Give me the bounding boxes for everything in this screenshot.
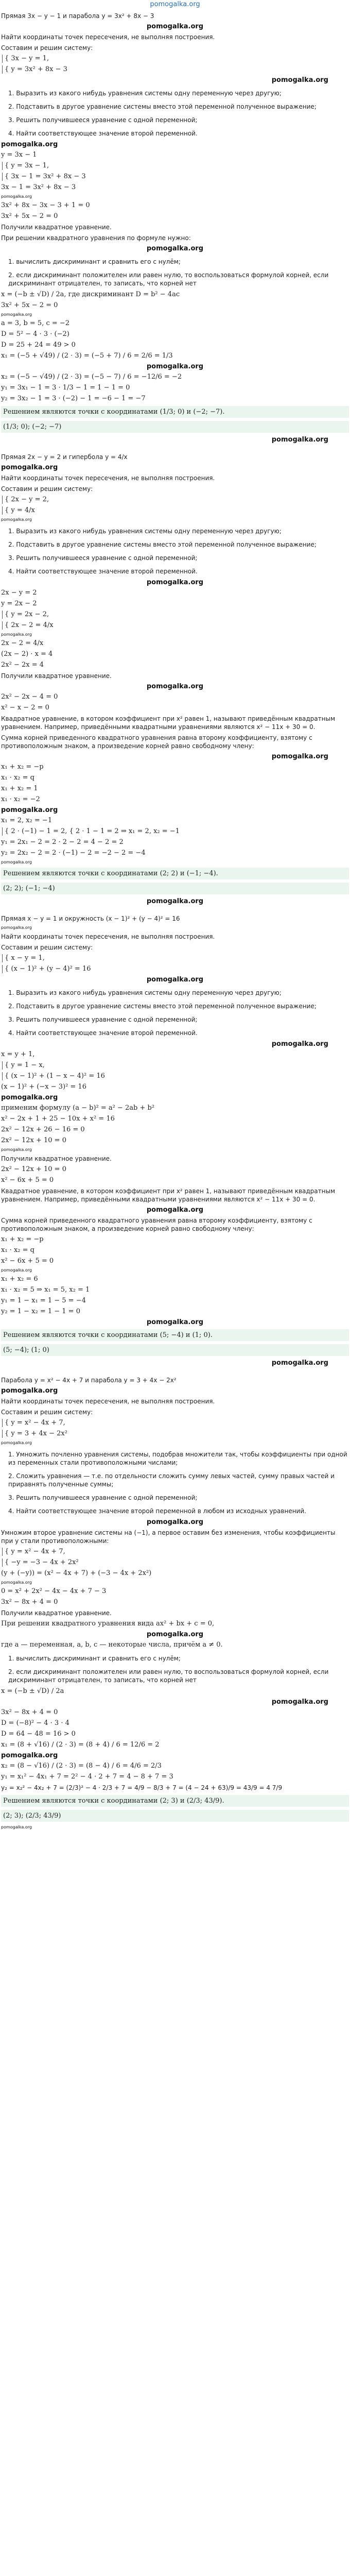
solution-line: x₁ + x₂ = −p — [1, 763, 44, 771]
solution-line: 2x − 2 = 4/x — [1, 639, 44, 647]
watermark-text: pomogalka.org — [271, 1040, 328, 1048]
solution-line: y₂ = 1 − x₂ = 1 − 1 = 0 — [1, 1308, 80, 1315]
solution-line: x = y + 1, — [1, 1050, 35, 1058]
problem-title: Прямая 3x − y − 1 и парабола y = 3x² + 8x − 3 — [1, 12, 154, 20]
solution-line: y₂ = 2x₂ − 2 = 2 · (−1) − 2 = −2 − 2 = −4 — [1, 849, 146, 857]
solution-line: y₁ = 3x₁ − 1 = 3 · 1/3 − 1 = 1 − 1 = 0 — [1, 384, 130, 392]
solution-line: { (x − 1)² + (y − 4)² = 16 — [2, 965, 349, 973]
solution-line: { y = 3 + 4x − 2x² — [2, 1430, 349, 1438]
solution-step: 4. Найти соответствующее значение второй переменной. — [8, 1029, 198, 1037]
solution-step: 3. Решить получившееся уравнение с одной переменной; — [8, 554, 198, 562]
solution-line: Найти координаты точек пересечения, не выполняя построения. — [1, 1398, 215, 1405]
solution-step: 1. Выразить из какого нибудь уравнения системы одну переменную через другую; — [8, 989, 282, 996]
solution-line: Сумма корней приведенного квадратного уравнения равна второму коэффициенту, взятому с противоположным знаком, а произведение корней равно свободному члену: — [1, 1217, 312, 1232]
solution-line: Получили квадратное уравнение. — [1, 672, 112, 680]
problem-title: Парабола y = x² − 4x + 7 и парабола y = 3 + 4x − 2x² — [1, 1377, 177, 1384]
watermark-text: pomogalka.org — [1, 464, 58, 471]
solution-line: Получили квадратное уравнение. — [1, 224, 112, 231]
watermark-text: pomogalka.org — [1, 806, 58, 814]
solution-line: { 3x − y = 1, — [2, 55, 349, 63]
solution-line: x₁ = 2, x₂ = −1 — [1, 817, 52, 824]
solution-line: { y = 1 − x, — [2, 1061, 349, 1070]
section-spacer — [1, 445, 349, 450]
solution-line: x² − 6x + 5 = 0 — [1, 1257, 54, 1265]
solution-line: { y = 3x² + 8x − 3 — [2, 65, 349, 74]
watermark-text: pomogalka.org — [1, 1580, 32, 1585]
watermark-text: pomogalka.org — [1, 1094, 58, 1101]
solution-line: x₂ = (−5 − √49) / (2 · 3) = (−5 − 7) / 6 = −12/6 = −2 — [1, 373, 182, 381]
solution-line: x₁ + x₂ = −p — [1, 1235, 44, 1243]
solution-line: Сумма корней приведенного квадратного уравнения равна второму коэффициенту, взятому с противоположным знаком, а произведение корней равно свободному члену: — [1, 734, 312, 750]
solution-line: { y = x² − 4x + 7, — [2, 1548, 349, 1556]
solution-line: Получили квадратное уравнение. — [1, 1609, 112, 1617]
watermark-text: pomogalka.org — [146, 1206, 204, 1214]
solution-line: x₁ · x₂ = q — [1, 1246, 34, 1254]
solution-line: Квадратное уравнение, в котором коэффициент при x² равен 1, называют приведённым квадратным уравнением. Например, приведёнными квадратными уравнениями являются x² − 11x + 30 = 0. — [1, 715, 336, 731]
solution-line: D = 64 − 48 = 16 > 0 — [1, 1730, 76, 1738]
watermark-text: pomogalka.org — [146, 363, 204, 370]
solution-step: 2. если дискриминант положителен или равен нулю, то воспользоваться формулой корней, если дискриминант отрицателен, то записать, что корней нет — [8, 1668, 329, 1684]
solution-line: a = 3, b = 5, c = −2 — [1, 319, 70, 327]
solution-step: 1. вычислить дискриминант и сравнить его с нулём; — [8, 1655, 181, 1662]
answer-points: (1/3; 0); (−2; −7) — [1, 421, 349, 433]
watermark-text: pomogalka.org — [1, 632, 32, 637]
watermark-text: pomogalka.org — [1, 1268, 32, 1273]
solution-line: x₁ · x₂ = q — [1, 774, 34, 782]
site-header[interactable] — [0, 0, 350, 9]
solution-line: x₂ = (8 − √16) / (2 · 3) = (8 − 4) / 6 = 4/6 = 2/3 — [1, 1762, 162, 1770]
solution-line: 3x² + 8x − 3x − 3 + 1 = 0 — [1, 201, 90, 209]
solution-line: 3x² − 8x + 4 = 0 — [1, 1598, 58, 1606]
solution-line: 3x² + 5x − 2 = 0 — [1, 301, 58, 309]
watermark-text: pomogalka.org — [146, 1631, 204, 1638]
solution-line: { 2x − 2 = 4/x — [2, 621, 349, 630]
solution-step: 2. если дискриминант положителен или равен нулю, то воспользоваться формулой корней, если дискриминант отрицателен, то записать, что корней нет — [8, 272, 329, 287]
solution-step: 1. Умножить почленно уравнения системы, подобрав множители так, чтобы коэффициенты при одной из переменных стали противоположными числами; — [8, 1451, 347, 1466]
watermark-text: pomogalka.org — [271, 76, 328, 84]
watermark-text: pomogalka.org — [1, 141, 58, 148]
solution-line: Получили квадратное уравнение. — [1, 1155, 112, 1162]
section-spacer — [1, 907, 349, 912]
solution-line: Составим и решим систему: — [1, 485, 93, 493]
solution-line: 2x² − 12x + 10 = 0 — [1, 1137, 66, 1144]
solution-step: 1. Выразить из какого нибудь уравнения системы одну переменную через другую; — [8, 528, 282, 535]
solution-line: { y = 2x − 2, — [2, 611, 349, 619]
solution-line: 3x² − 8x + 4 = 0 — [1, 1708, 58, 1716]
solution-step: 3. Решить получившееся уравнение с одной переменной; — [8, 116, 198, 124]
watermark-text: pomogalka.org — [1, 1825, 32, 1829]
solution-line: где a — переменная, a, b, c — некоторые числа, причём a ≠ 0. — [1, 1641, 223, 1649]
solution-line: y₁ = 1 − x₁ = 1 − 5 = −4 — [1, 1297, 86, 1304]
answer-line: Решением являются точки с координатами (1/3; 0) и (−2; −7). — [1, 406, 349, 418]
solution-line: { x − y = 1, — [2, 954, 349, 962]
solution-line: y = 2x − 2 — [1, 600, 37, 607]
solution-line: D = 5² − 4 · 3 · (−2) — [1, 330, 69, 338]
watermark-text: pomogalka.org — [271, 1698, 328, 1706]
solution-line: x₁ = (8 + √16) / (2 · 3) = (8 + 4) / 6 = 12/6 = 2 — [1, 1741, 160, 1749]
solution-line: x₁ + x₂ = 1 — [1, 785, 38, 792]
watermark-text: pomogalka.org — [271, 753, 328, 760]
solution-line: 2x − y = 2 — [1, 589, 37, 597]
solution-step: 4. Найти соответствующее значение второй переменной в любом из исходных уравнений. — [8, 1507, 306, 1515]
solution-line: { y = x² − 4x + 7, — [2, 1419, 349, 1427]
solution-line: (2x − 2) · x = 4 — [1, 650, 53, 658]
solution-line: Квадратное уравнение, в котором коэффициент при x² равен 1, называют приведённым квадратным уравнением. Например, приведёнными квадратными уравнениями являются x² − 11x + 30 = 0. — [1, 1188, 336, 1203]
solution-line: 2x² − 2x = 4 — [1, 661, 44, 669]
solution-line: x² − x − 2 = 0 — [1, 704, 49, 711]
solution-line: { y = 3x − 1, — [2, 162, 349, 170]
watermark-text: pomogalka.org — [146, 897, 204, 905]
watermark-text: pomogalka.org — [1, 1752, 58, 1759]
watermark-text: pomogalka.org — [1, 1387, 58, 1395]
answer-points: (2; 3); (2/3; 43/9) — [1, 1810, 349, 1822]
solution-line: y₂ = x₂² − 4x₂ + 7 = (2/3)² − 4 · 2/3 + 7 = 4/9 − 8/3 + 7 = (4 − 24 + 63)/9 = 43/9 = 4 7/9 — [1, 1784, 283, 1791]
solution-line: { (x − 1)² + (1 − x − 4)² = 16 — [2, 1072, 349, 1080]
solution-line: Составим и решим систему: — [1, 1409, 93, 1416]
solution-step: 2. Подставить в другое уравнение системы вместо этой переменной полученное выражение; — [8, 103, 317, 110]
solution-line: { y = 4/x — [2, 506, 349, 515]
solution-line: { −y = −3 − 4x + 2x² — [2, 1558, 349, 1567]
watermark-text: pomogalka.org — [146, 976, 204, 984]
solution-line: 2x² − 12x + 26 − 16 = 0 — [1, 1126, 85, 1133]
answer-points: (2; 2); (−1; −4) — [1, 883, 349, 894]
watermark-text: pomogalka.org — [146, 579, 204, 586]
solution-step: 3. Решить получившееся уравнение с одной переменной; — [8, 1016, 198, 1023]
solution-line: x₁ = (−5 + √49) / (2 · 3) = (−5 + 7) / 6 = 2/6 = 1/3 — [1, 352, 173, 360]
section-spacer — [1, 1830, 349, 1835]
solution-line: Составим и решим систему: — [1, 944, 93, 951]
problem-title: Прямая 2x − y = 2 и гипербола y = 4/x — [1, 453, 128, 461]
solution-line: x = (−b ± √D) / 2a — [1, 1687, 64, 1695]
solution-line: Найти координаты точек пересечения, не выполняя построения. — [1, 933, 215, 940]
solution-line: y₁ = 2x₁ − 2 = 2 · 2 − 2 = 4 − 2 = 2 — [1, 838, 124, 846]
solution-line: D = 25 + 24 = 49 > 0 — [1, 341, 76, 349]
solution-line: При решении квадратного уравнения по формуле нужно: — [1, 234, 191, 242]
solution-line: 0 = x² + 2x² − 4x − 4x + 7 − 3 — [1, 1587, 107, 1595]
answer-points: (5; −4); (1; 0) — [1, 1344, 349, 1356]
solution-line: y₂ = 3x₂ − 1 = 3 · (−2) − 1 = −6 − 1 = −7 — [1, 395, 146, 402]
answer-line: Решением являются точки с координатами (2; 3) и (2/3; 43/9). — [1, 1795, 349, 1807]
watermark-text: pomogalka.org — [1, 860, 32, 865]
solution-line: y = 3x − 1 — [1, 151, 37, 159]
solution-line: D = (−8)² − 4 · 3 · 4 — [1, 1719, 69, 1727]
solution-line: 3x − 1 = 3x² + 8x − 3 — [1, 183, 76, 191]
solution-line: (y + (−y)) = (x² − 4x + 7) + (−3 − 4x + 2x²) — [1, 1569, 152, 1577]
solution-line: { 2 · (−1) − 1 = 2, { 2 · 1 − 1 = 2 ⇒ x₁ = 2, x₂ = −1 — [2, 827, 349, 836]
watermark-text: pomogalka.org — [271, 436, 328, 444]
solution-step: 3. Решить получившееся уравнение с одной переменной; — [8, 1494, 198, 1501]
solution-line: { 3x − 1 = 3x² + 8x − 3 — [2, 173, 349, 181]
solution-line: (x − 1)² + (−x − 3)² = 16 — [1, 1083, 86, 1091]
solution-step: 1. вычислить дискриминант и сравнить его с нулём; — [8, 258, 181, 265]
solution-line: Умножим второе уравнение системы на (−1), а первое оставим без изменения, чтобы коэффициенты при y стали противоположными: — [1, 1529, 336, 1545]
solution-line: x² − 2x + 1 + 25 − 10x + x² = 16 — [1, 1115, 115, 1123]
section-spacer — [1, 1368, 349, 1374]
solution-line: 2x² − 12x + 10 = 0 — [1, 1165, 66, 1173]
watermark-text: pomogalka.org — [146, 245, 204, 252]
watermark-text: pomogalka.org — [1, 925, 32, 930]
solution-line: Найти координаты точек пересечения, не выполняя построения. — [1, 474, 215, 482]
solution-line: Найти координаты точек пересечения, не выполняя построения. — [1, 33, 215, 41]
watermark-text: pomogalka.org — [146, 1318, 204, 1326]
watermark-text: pomogalka.org — [1, 194, 32, 199]
watermark-text: pomogalka.org — [271, 1359, 328, 1367]
watermark-text: pomogalka.org — [1, 1440, 32, 1445]
content — [0, 12, 350, 1835]
watermark-text: pomogalka.org — [1, 517, 32, 522]
watermark-text: pomogalka.org — [1, 312, 32, 317]
solution-line: x₁ · x₂ = −2 — [1, 795, 40, 803]
solution-line: x₁ · x₂ = 5 ⇒ x₁ = 5, x₂ = 1 — [1, 1286, 90, 1294]
solution-step: 2. Подставить в другое уравнение системы вместо этой переменной полученное выражение; — [8, 1003, 317, 1010]
answer-line: Решением являются точки с координатами (5; −4) и (1; 0). — [1, 1329, 349, 1341]
watermark-text: pomogalka.org — [146, 1518, 204, 1526]
solution-line: x = (−b ± √D) / 2a, где дискриминант D = b² − 4ac — [1, 291, 180, 298]
solution-step: 1. Выразить из какого нибудь уравнения системы одну переменную через другую; — [8, 90, 282, 97]
problem-title: Прямая x − y = 1 и окружность (x − 1)² + (y − 4)² = 16 — [1, 915, 180, 922]
solution-step: 2. Сложить уравнения — т.е. по отдельности сложить сумму левых частей, сумму правых частей и приравнять полученные суммы; — [8, 1472, 335, 1488]
solution-line: x₁ + x₂ = 6 — [1, 1275, 38, 1283]
solution-line: { 2x − y = 2, — [2, 496, 349, 504]
watermark-text: pomogalka.org — [1, 1147, 32, 1152]
solution-line: 2x² − 2x − 4 = 0 — [1, 693, 58, 701]
solution-line: При решении квадратного уравнения вида ax² + bx + c = 0, — [1, 1620, 215, 1628]
solution-step: 4. Найти соответствующее значение второй переменной. — [8, 568, 198, 575]
solution-line: Составим и решим систему: — [1, 44, 93, 52]
answer-line: Решением являются точки с координатами (2; 2) и (−1; −4). — [1, 868, 349, 879]
solution-line: применим формулу (a − b)² = a² − 2ab + b² — [1, 1104, 155, 1112]
site-name[interactable]: pomogalka.org — [150, 1, 200, 8]
solution-step: 2. Подставить в другое уравнение системы вместо этой переменной полученное выражение; — [8, 541, 317, 548]
watermark-text: pomogalka.org — [146, 23, 204, 30]
solution-line: y₁ = x₁² − 4x₁ + 7 = 2² − 4 · 2 + 7 = 4 − 8 + 7 = 3 — [1, 1773, 173, 1781]
solution-line: 3x² + 5x − 2 = 0 — [1, 212, 58, 220]
watermark-text: pomogalka.org — [146, 683, 204, 690]
solution-line: x² − 6x + 5 = 0 — [1, 1176, 54, 1184]
solution-step: 4. Найти соответствующее значение второй переменной. — [8, 130, 198, 137]
